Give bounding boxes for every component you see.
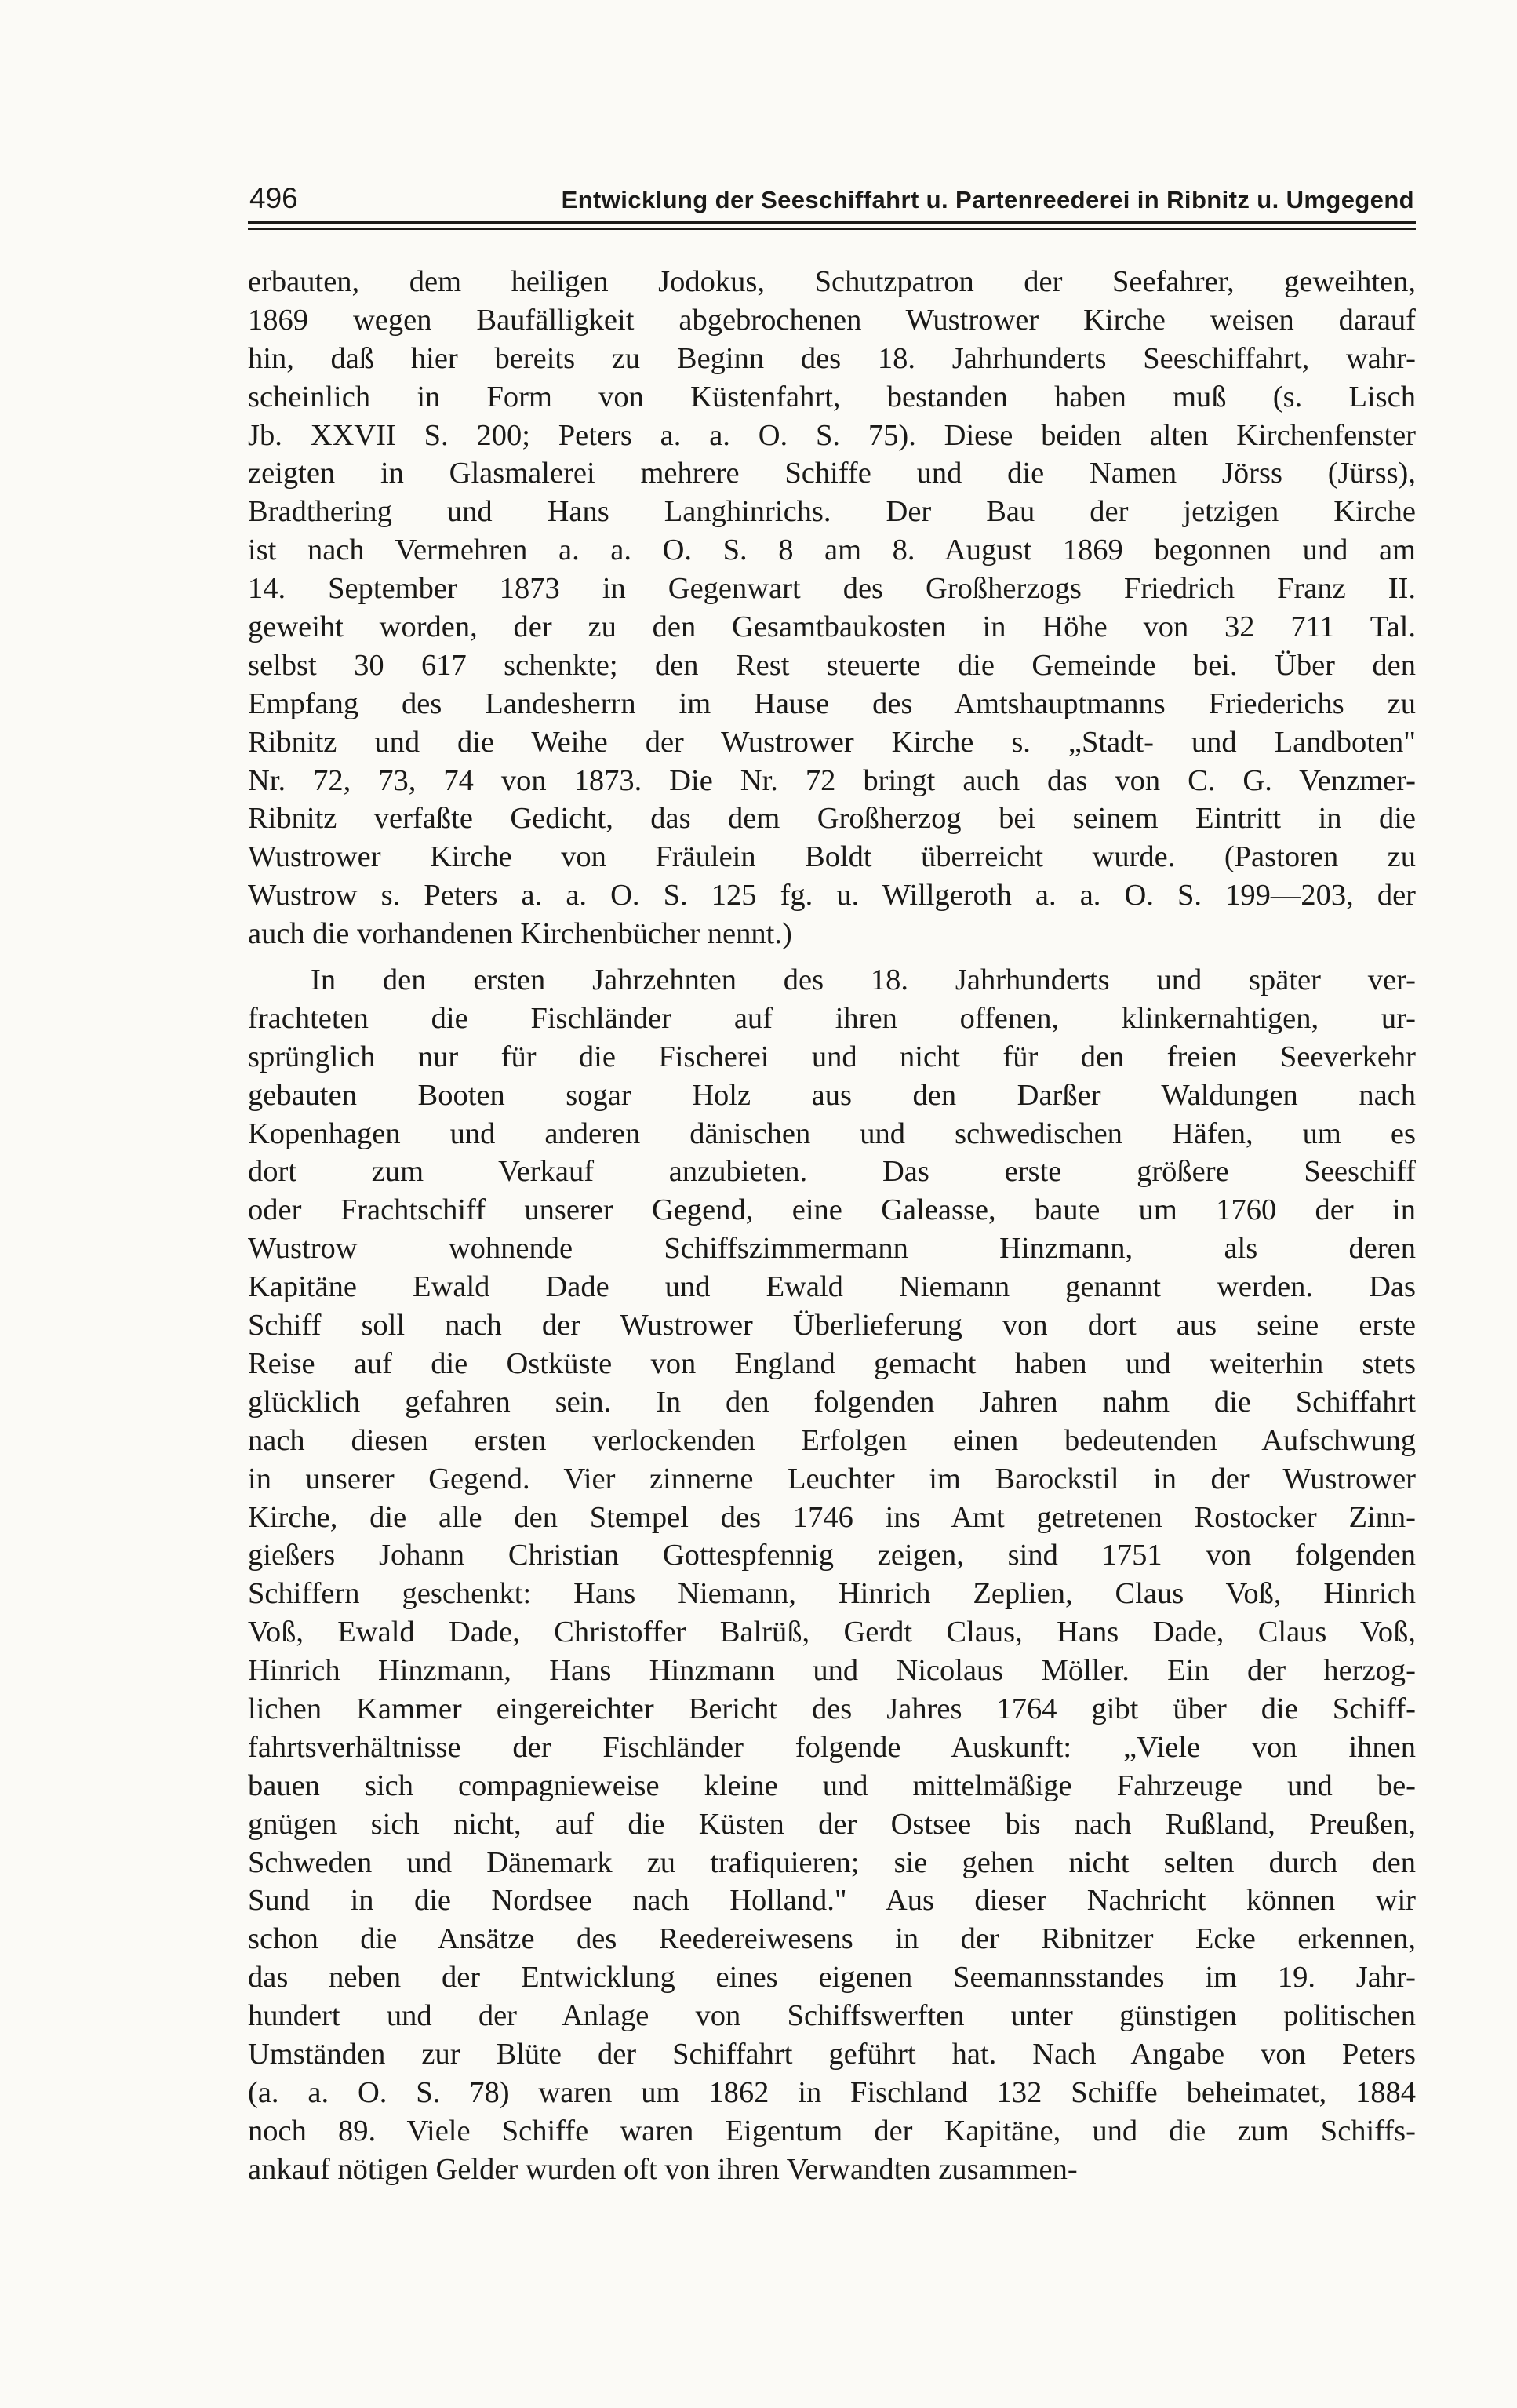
text-line: Kapitäne Ewald Dade und Ewald Niemann genannt werden. Das xyxy=(248,1270,1416,1304)
text-line: selbst 30 617 schenkte; den Rest steuerte die Gemeinde bei. Über den xyxy=(248,648,1416,682)
text-line: geweiht worden, der zu den Gesamtbaukosten in Höhe von 32 711 Tal. xyxy=(248,610,1416,644)
text-line: ist nach Vermehren a. a. O. S. 8 am 8. August 1869 begonnen und am xyxy=(248,534,1416,567)
text-line: noch 89. Viele Schiffe waren Eigentum der Kapitäne, und die zum Schiffs- xyxy=(248,2114,1416,2148)
text-line: erbauten, dem heiligen Jodokus, Schutzpatron der Seefahrer, geweihten, xyxy=(248,265,1416,298)
text-line: lichen Kammer eingereichter Bericht des Jahres 1764 gibt über die Schiff- xyxy=(248,1692,1416,1725)
paragraph xyxy=(248,263,1416,953)
text-line: dort zum Verkauf anzubieten. Das erste größere Seeschiff xyxy=(248,1155,1416,1189)
text-line: zeigten in Glasmalerei mehrere Schiffe und die Namen Jörss (Jürss), xyxy=(248,457,1416,490)
text-line: sprünglich nur für die Fischerei und nicht für den freien Seeverkehr xyxy=(248,1040,1416,1073)
text-line: Voß, Ewald Dade, Christoffer Balrüß, Gerdt Claus, Hans Dade, Claus Voß, xyxy=(248,1616,1416,1649)
text-line: Wustrower Kirche von Fräulein Boldt überreicht wurde. (Pastoren zu xyxy=(248,840,1416,874)
text-line: Kopenhagen und anderen dänischen und schwedischen Häfen, um es xyxy=(248,1117,1416,1150)
text-line: gnügen sich nicht, auf die Küsten der Ostsee bis nach Rußland, Preußen, xyxy=(248,1807,1416,1841)
text-line: ankauf nötigen Gelder wurden oft von ihren Verwandten zusammen- xyxy=(248,2152,1078,2186)
text-line: Hinrich Hinzmann, Hans Hinzmann und Nicolaus Möller. Ein der herzog- xyxy=(248,1654,1416,1688)
running-head xyxy=(249,182,1414,215)
text-line: Reise auf die Ostküste von England gemacht haben und weiterhin stets xyxy=(248,1346,1416,1380)
text-line: Ribnitz und die Weihe der Wustrower Kirche s. „Stadt- und Landboten" xyxy=(248,725,1416,759)
text-line: Nr. 72, 73, 74 von 1873. Die Nr. 72 bringt auch das von C. G. Venzmer- xyxy=(248,763,1416,797)
running-title: Entwicklung der Seeschiffahrt u. Partenreederei in Ribnitz u. Umgegend xyxy=(561,186,1414,213)
text-line: Ribnitz verfaßte Gedicht, das dem Großherzog bei seinem Eintritt in die xyxy=(248,802,1416,836)
text-line: (a. a. O. S. 78) waren um 1862 in Fischland 132 Schiffe beheimatet, 1884 xyxy=(248,2075,1416,2109)
text-line: Wustrow wohnende Schiffszimmermann Hinzmann, als deren xyxy=(248,1232,1416,1266)
text-line: nach diesen ersten verlockenden Erfolgen einen bedeutenden Aufschwung xyxy=(248,1423,1416,1457)
body-text xyxy=(248,263,1416,2189)
text-line: auch die vorhandenen Kirchenbücher nennt.) xyxy=(248,917,792,951)
text-line: Schweden und Dänemark zu trafiquieren; sie gehen nicht selten durch den xyxy=(248,1845,1416,1879)
text-line: gebauten Booten sogar Holz aus den Darßer Waldungen nach xyxy=(248,1078,1416,1112)
paragraph xyxy=(248,961,1416,2189)
text-line: das neben der Entwicklung eines eigenen Seemannsstandes im 19. Jahr- xyxy=(248,1961,1416,1995)
text-line: Jb. XXVII S. 200; Peters a. a. O. S. 75). Diese beiden alten Kirchenfenster xyxy=(248,418,1416,452)
text-line: Wustrow s. Peters a. a. O. S. 125 fg. u. Willgeroth a. a. O. S. 199—203, der xyxy=(248,879,1416,913)
text-line: Umständen zur Blüte der Schiffahrt geführt hat. Nach Angabe von Peters xyxy=(248,2037,1416,2071)
text-line: hin, daß hier bereits zu Beginn des 18. Jahrhunderts Seeschiffahrt, wahr- xyxy=(248,341,1416,375)
page-number: 496 xyxy=(249,182,298,214)
text-line: Bradthering und Hans Langhinrichs. Der Bau der jetzigen Kirche xyxy=(248,495,1416,529)
text-line: scheinlich in Form von Küstenfahrt, bestanden haben muß (s. Lisch xyxy=(248,380,1416,413)
text-line: in unserer Gegend. Vier zinnerne Leuchter im Barockstil in der Wustrower xyxy=(248,1462,1416,1495)
text-line: frachteten die Fischländer auf ihren offenen, klinkernahtigen, ur- xyxy=(248,1001,1416,1035)
text-line: Kirche, die alle den Stempel des 1746 ins Amt getretenen Rostocker Zinn- xyxy=(248,1500,1416,1534)
text-line: glücklich gefahren sein. In den folgenden Jahren nahm die Schiffahrt xyxy=(248,1385,1416,1419)
text-line: Empfang des Landesherrn im Hause des Amtshauptmanns Friederichs zu xyxy=(248,687,1416,720)
header-rule-thin xyxy=(248,228,1416,230)
text-line: oder Frachtschiff unserer Gegend, eine Galeasse, baute um 1760 der in xyxy=(248,1193,1416,1227)
text-line: 1869 wegen Baufälligkeit abgebrochenen Wustrower Kirche weisen darauf xyxy=(248,303,1416,337)
text-line: bauen sich compagnieweise kleine und mittelmäßige Fahrzeuge und be- xyxy=(248,1769,1416,1802)
text-line: Schiffern geschenkt: Hans Niemann, Hinrich Zeplien, Claus Voß, Hinrich xyxy=(248,1577,1416,1611)
text-line: Schiff soll nach der Wustrower Überlieferung von dort aus seine erste xyxy=(248,1309,1416,1342)
text-line: gießers Johann Christian Gottespfennig zeigen, sind 1751 von folgenden xyxy=(248,1539,1416,1572)
text-line: 14. September 1873 in Gegenwart des Großherzogs Friedrich Franz II. xyxy=(248,572,1416,606)
text-line: Sund in die Nordsee nach Holland." Aus dieser Nachricht können wir xyxy=(248,1884,1416,1918)
text-line: fahrtsverhältnisse der Fischländer folgende Auskunft: „Viele von ihnen xyxy=(248,1730,1416,1764)
text-line: hundert und der Anlage von Schiffswerften unter günstigen politischen xyxy=(248,1999,1416,2033)
text-line: In den ersten Jahrzehnten des 18. Jahrhunderts und später ver- xyxy=(311,964,1416,997)
header-rule xyxy=(248,221,1416,224)
text-line: schon die Ansätze des Reedereiwesens in der Ribnitzer Ecke erkennen, xyxy=(248,1922,1416,1956)
